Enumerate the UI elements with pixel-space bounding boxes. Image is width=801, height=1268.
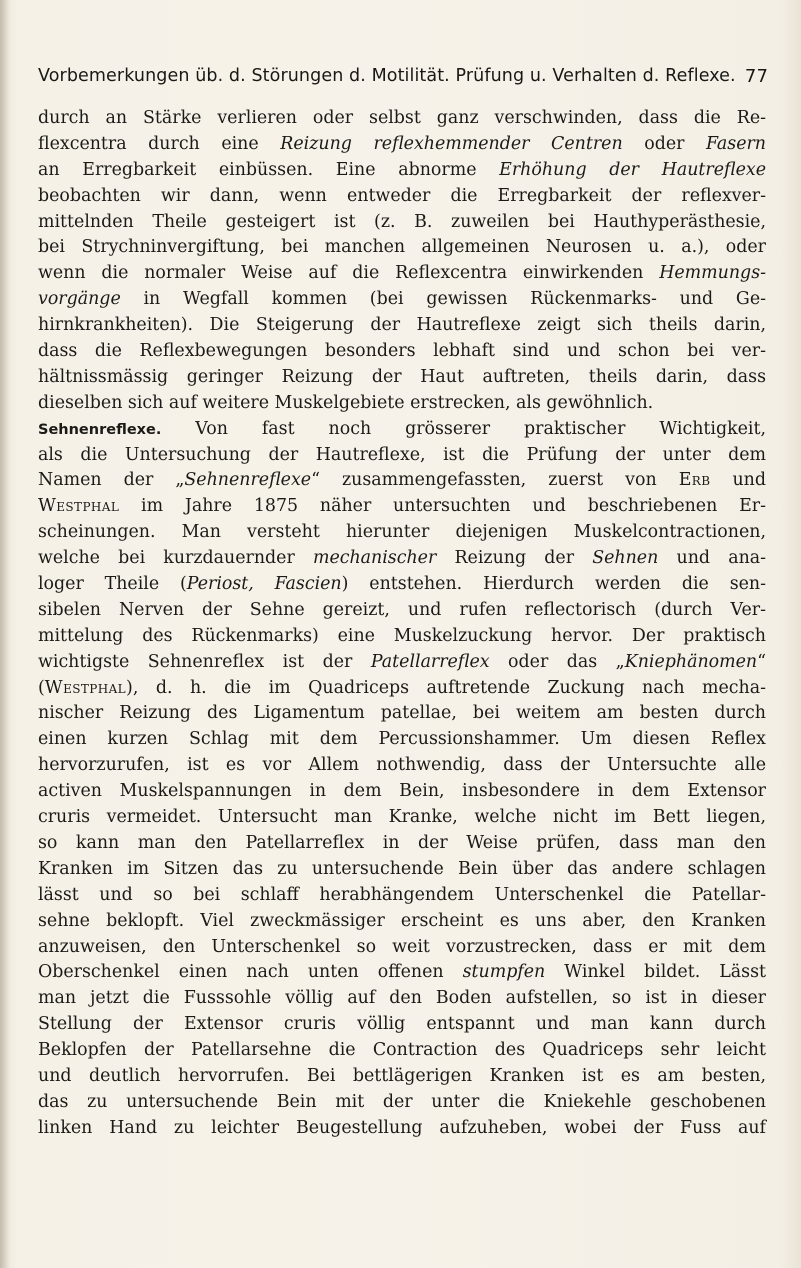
text-line [38,339,766,365]
text-run: dass die Reflexbewegungen besonders lebhaft sind und schon bei ver- [38,341,766,362]
text-run: Westphal [44,677,127,698]
text-run: ), d. h. die im Quadriceps auftretende Zuckung nach mecha- [126,677,766,698]
text-run: in Wegfall kommen (bei gewissen Rückenmarks- und Ge- [120,289,766,310]
text-line [38,598,766,624]
text-run: Winkel bildet. Lässt [545,962,766,983]
text-line [38,909,766,935]
text-run: wichtigste Sehnenreflex ist der [38,651,371,672]
text-line [38,779,766,805]
text-line [38,158,766,184]
text-run: ( [38,677,45,698]
text-run: man jetzt die Fusssohle völlig auf den Boden aufstellen, so ist in dieser [38,988,766,1009]
text-line [38,184,766,210]
running-head-title: Vorbemerkungen üb. d. Störungen d. Motilität. Prüfung u. Verhalten d. Reflexe. [38,66,736,86]
text-run: Kniephänomen [624,651,758,672]
text-run: nischer Reizung des Ligamentum patellae, bei weitem am besten durch [38,703,766,724]
text-run: mittelung des Rückenmarks) eine Muskelzuckung hervor. Der praktisch [38,625,766,646]
text-run: mechanischer [312,548,437,569]
text-run: einen kurzen Schlag mit dem Percussionshammer. Um diesen Reflex [38,729,766,750]
text-line [38,701,766,727]
text-run: das zu untersuchende Bein mit der unter die Kniekehle geschobenen [38,1091,766,1112]
body-text [38,106,766,1142]
text-run: mittelnden Theile gesteigert ist (z. B. zuweilen bei Hauthyperästhesie, [38,211,766,232]
text-line [38,624,766,650]
text-run: hirnkrankheiten). Die Steigerung der Hautreflexe zeigt sich theils darin, [38,315,766,336]
text-run: als die Untersuchung der Hautreflexe, ist die Prüfung der unter dem [38,444,766,465]
text-run: Erb [678,470,711,491]
text-run: flexcentra durch eine [38,133,281,154]
text-run: Sehnen [592,548,659,569]
text-run: vorgänge [38,289,121,310]
text-line [38,1090,766,1116]
text-run: und deutlich hervorrufen. Bei bettlägerigen Kranken ist es am besten, [38,1065,766,1086]
text-line [38,313,766,339]
text-run: bei Strychninvergiftung, bei manchen allgemeinen Neurosen u. a.), oder [38,237,766,258]
text-line [38,935,766,961]
text-line [38,417,766,443]
text-run: Beklopfen der Patellarsehne die Contraction des Quadriceps sehr leicht [38,1040,766,1061]
text-line [38,960,766,986]
text-run: loger Theile ( [38,574,187,595]
text-run: und [710,470,767,491]
text-run: Fasern [706,133,766,154]
text-line [38,727,766,753]
text-run: Oberschenkel einen nach unten offenen [38,962,463,983]
text-line [38,1012,766,1038]
text-run: wenn die normaler Weise auf die Reflexcentra einwirkenden [38,263,660,284]
text-run: Westphal [38,496,120,517]
text-line [38,235,766,261]
text-run: “ [757,651,766,672]
text-run: Namen der „ [38,470,185,491]
text-line [38,753,766,779]
text-line [38,883,766,909]
text-run: “ zusammengefassten, zuerst von [311,470,679,491]
text-run: Stellung der Extensor cruris völlig entspannt und man kann durch [38,1014,766,1035]
text-run: dieselben sich auf weitere Muskelgebiete erstrecken, als gewöhnlich. [38,392,654,413]
text-run: oder das „ [489,651,625,672]
text-run: hervorzurufen, ist es vor Allem nothwendig, dass der Untersuchte alle [38,755,766,776]
text-run: Erhöhung der Hautreflexe [499,159,766,180]
text-line [38,365,766,391]
text-run: activen Muskelspannungen in dem Bein, insbesondere in dem Extensor [38,781,766,802]
text-run: so kann man den Patellarreflex in der Weise prüfen, dass man den [38,832,766,853]
text-line [38,443,766,469]
text-run: und ana- [658,548,767,569]
text-run: anzuweisen, den Unterschenkel so weit vorzustrecken, dass er mit dem [38,936,766,957]
text-run: Kranken im Sitzen das zu untersuchende Bein über das andere schlagen [38,858,766,879]
text-line [38,494,766,520]
text-run: an Erregbarkeit einbüssen. Eine abnorme [38,159,500,180]
text-line [38,468,766,494]
text-run: Patellarreflex [370,651,490,672]
text-line [38,287,766,313]
text-line [38,261,766,287]
text-line [38,857,766,883]
text-run: cruris vermeidet. Untersucht man Kranke, welche nicht im Bett liegen, [38,807,766,828]
text-line [38,650,766,676]
text-run: Sehnenreflexe [184,470,312,491]
text-run: linken Hand zu leichter Beugestellung aufzuheben, wobei der Fuss auf [38,1117,766,1138]
text-run: beobachten wir dann, wenn entweder die Erregbarkeit der reflexver- [38,185,766,206]
text-line [38,210,766,236]
text-line [38,1064,766,1090]
text-run: Von fast noch grösserer praktischer Wichtigkeit, [161,418,766,439]
text-run: scheinungen. Man versteht hierunter diejenigen Muskelcontractionen, [38,522,766,543]
text-run: Periost, Fascien [186,574,342,595]
text-line [38,391,766,417]
text-run: sibelen Nerven der Sehne gereizt, und rufen reflectorisch (durch Ver- [38,599,766,620]
text-run: oder [622,133,707,154]
spine-shadow [0,0,10,1268]
text-run: welche bei kurzdauernder [38,548,313,569]
text-line [38,520,766,546]
text-line [38,106,766,132]
text-line [38,572,766,598]
text-run: Reizung reflexhemmender Centren [280,133,623,154]
text-line [38,805,766,831]
text-run: durch an Stärke verlieren oder selbst ganz verschwinden, dass die Re- [38,108,766,128]
side-heading: Sehnenreflexe. [38,421,162,438]
text-run: sehne beklopft. Viel zweckmässiger erscheint es uns aber, den Kranken [38,910,766,931]
text-run: Hemmungs- [659,263,766,284]
text-run: stumpfen [462,962,546,983]
page-number: 77 [744,66,768,87]
text-run: Reizung der [436,548,593,569]
text-run: hältnissmässig geringer Reizung der Haut auftreten, theils darin, dass [38,366,766,387]
running-head [38,66,768,87]
text-line [38,1038,766,1064]
text-line [38,1116,766,1142]
text-line [38,986,766,1012]
text-run: im Jahre 1875 näher untersuchten und beschriebenen Er- [119,496,766,517]
text-line [38,546,766,572]
text-line [38,132,766,158]
text-run: lässt und so bei schlaff herabhängendem Unterschenkel die Patellar- [38,884,766,905]
text-line [38,831,766,857]
text-run: ) entstehen. Hierdurch werden die sen- [341,574,766,595]
text-line [38,676,766,702]
